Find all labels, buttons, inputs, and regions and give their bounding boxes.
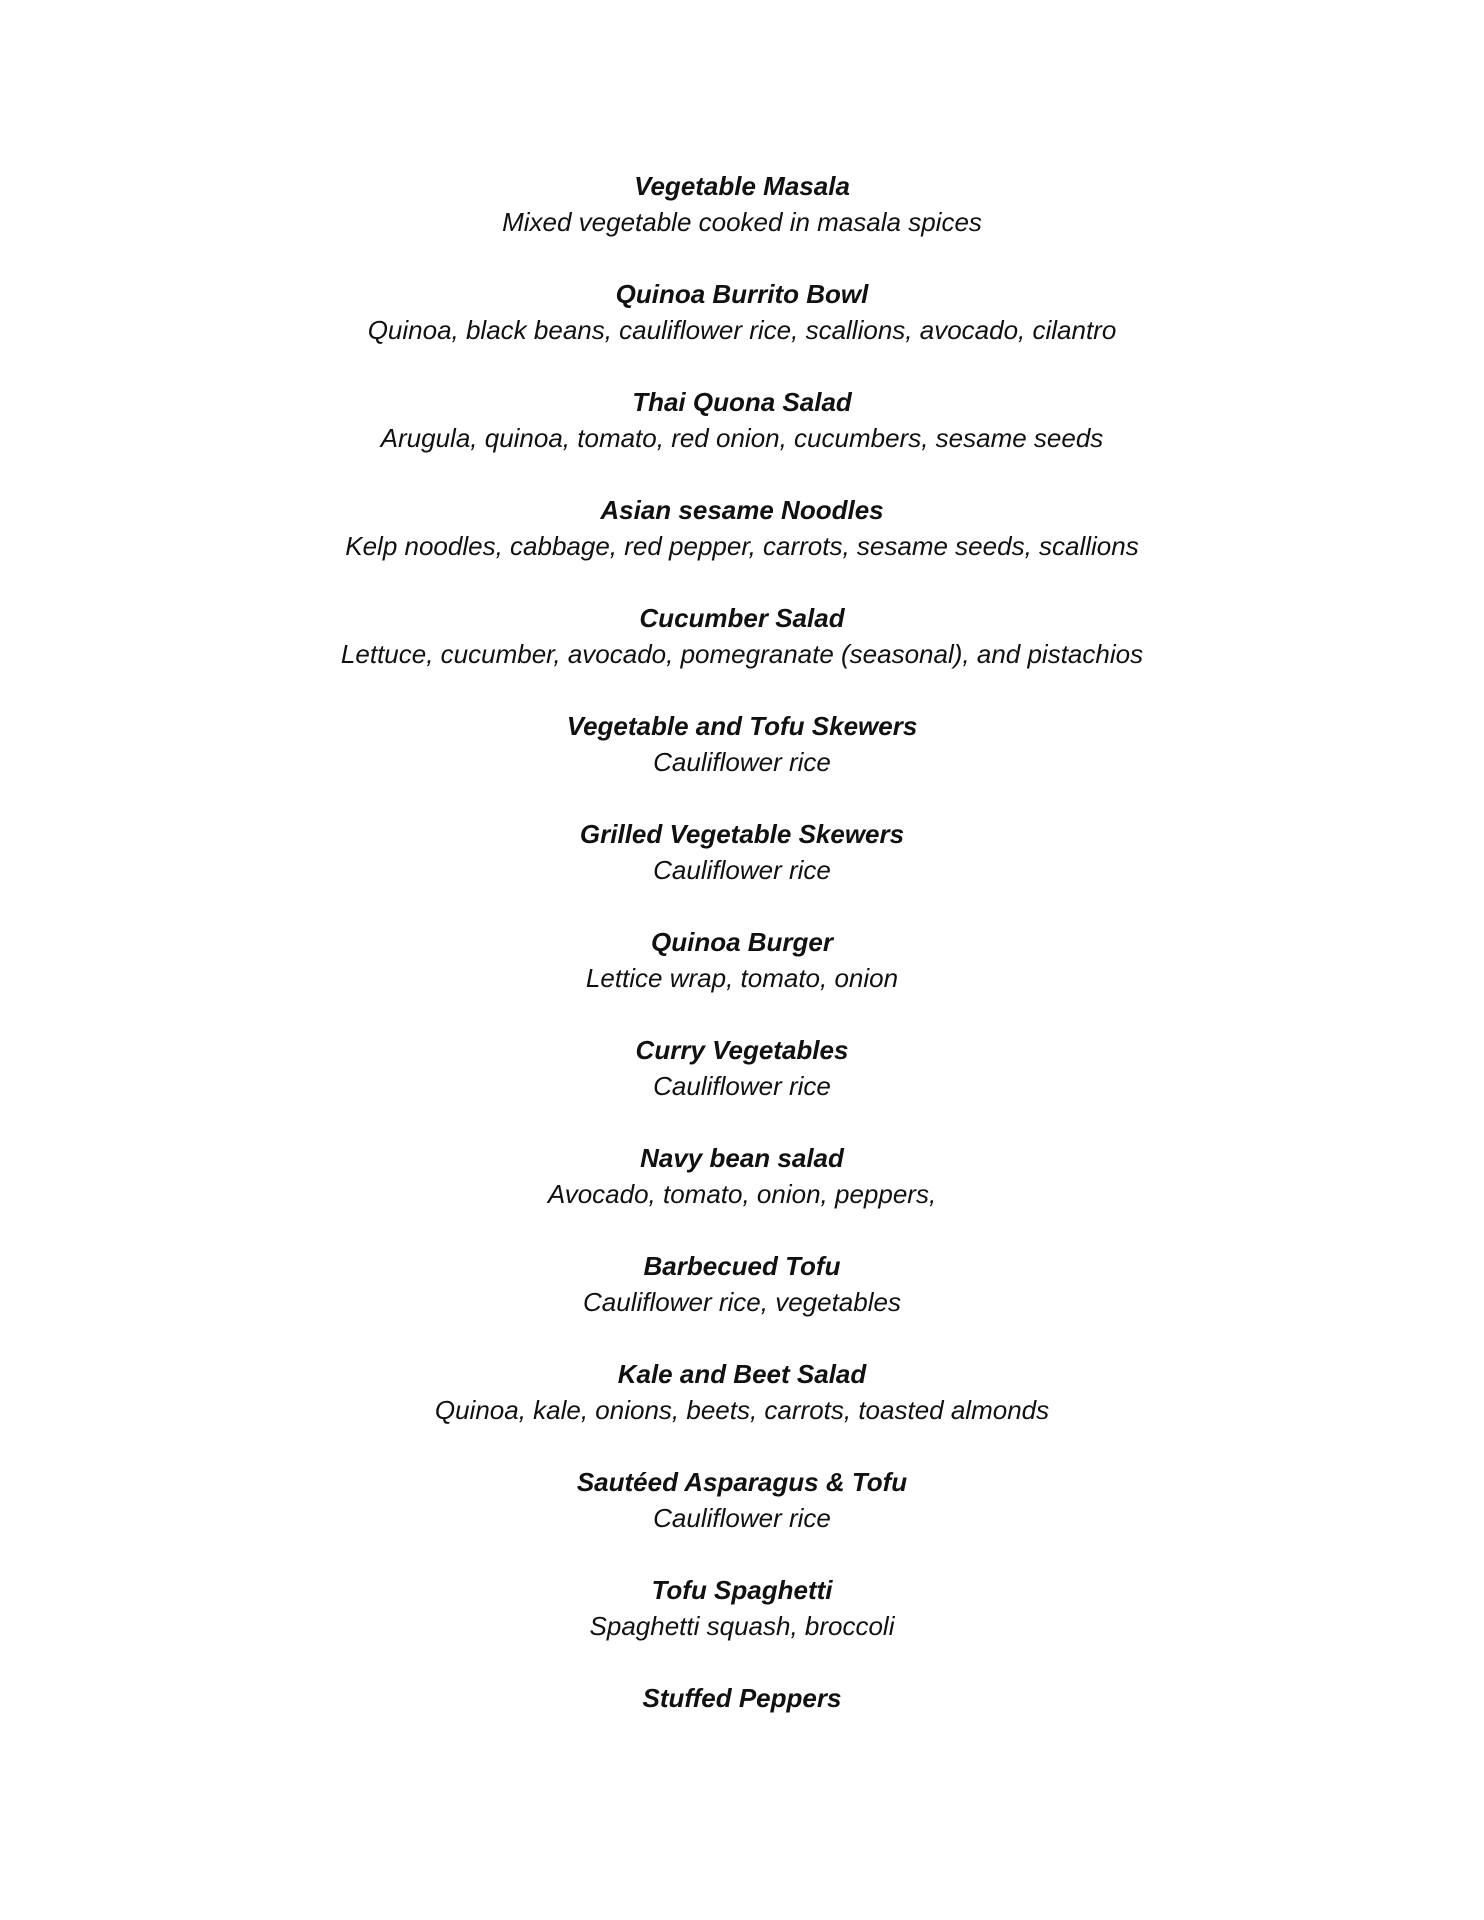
menu-item-description: Arugula, quinoa, tomato, red onion, cucumbers, sesame seeds bbox=[380, 423, 1104, 453]
menu-item-description: Cauliflower rice bbox=[653, 1503, 831, 1533]
menu-item-description: Mixed vegetable cooked in masala spices bbox=[502, 207, 982, 237]
menu-item-name: Asian sesame Noodles bbox=[600, 495, 884, 525]
menu-item bbox=[0, 708, 1484, 780]
menu-item-description: Kelp noodles, cabbage, red pepper, carrots, sesame seeds, scallions bbox=[345, 531, 1139, 561]
menu-item-description: Quinoa, black beans, cauliflower rice, scallions, avocado, cilantro bbox=[367, 315, 1117, 345]
menu-item bbox=[0, 1032, 1484, 1104]
menu-item bbox=[0, 492, 1484, 564]
menu-item bbox=[0, 600, 1484, 672]
menu-item bbox=[0, 1680, 1484, 1716]
menu-item-name: Thai Quona Salad bbox=[632, 387, 852, 417]
menu-item-name: Stuffed Peppers bbox=[642, 1683, 842, 1713]
menu-item bbox=[0, 1140, 1484, 1212]
menu-item-name: Quinoa Burrito Bowl bbox=[615, 279, 869, 309]
menu-item-description: Spaghetti squash, broccoli bbox=[589, 1611, 895, 1641]
menu-item bbox=[0, 816, 1484, 888]
menu-item-description: Lettice wrap, tomato, onion bbox=[585, 963, 899, 993]
menu-item-name: Navy bean salad bbox=[640, 1143, 844, 1173]
menu-item-name: Barbecued Tofu bbox=[643, 1251, 841, 1281]
menu-item bbox=[0, 168, 1484, 240]
menu-item bbox=[0, 1572, 1484, 1644]
menu-item-description: Cauliflower rice, vegetables bbox=[583, 1287, 901, 1317]
menu-item bbox=[0, 1464, 1484, 1536]
menu-item-description: Lettuce, cucumber, avocado, pomegranate (seasonal), and pistachios bbox=[340, 639, 1144, 669]
menu-item bbox=[0, 924, 1484, 996]
menu-item-name: Quinoa Burger bbox=[650, 927, 833, 957]
menu-list bbox=[0, 168, 1484, 1752]
menu-item-name: Vegetable and Tofu Skewers bbox=[566, 711, 918, 741]
menu-item-name: Kale and Beet Salad bbox=[617, 1359, 867, 1389]
menu-item-description: Cauliflower rice bbox=[653, 855, 831, 885]
menu-item-name: Cucumber Salad bbox=[639, 603, 845, 633]
menu-item bbox=[0, 1356, 1484, 1428]
menu-item-description: Quinoa, kale, onions, beets, carrots, toasted almonds bbox=[434, 1395, 1050, 1425]
menu-item-name: Grilled Vegetable Skewers bbox=[579, 819, 905, 849]
menu-item bbox=[0, 384, 1484, 456]
menu-item-name: Sautéed Asparagus & Tofu bbox=[576, 1467, 908, 1497]
menu-item-name: Vegetable Masala bbox=[634, 171, 850, 201]
menu-item-name: Curry Vegetables bbox=[635, 1035, 849, 1065]
menu-item-name: Tofu Spaghetti bbox=[651, 1575, 833, 1605]
menu-item bbox=[0, 276, 1484, 348]
menu-item-description: Cauliflower rice bbox=[653, 747, 831, 777]
menu-item-description: Avocado, tomato, onion, peppers, bbox=[547, 1179, 937, 1209]
menu-item bbox=[0, 1248, 1484, 1320]
menu-item-description: Cauliflower rice bbox=[653, 1071, 831, 1101]
